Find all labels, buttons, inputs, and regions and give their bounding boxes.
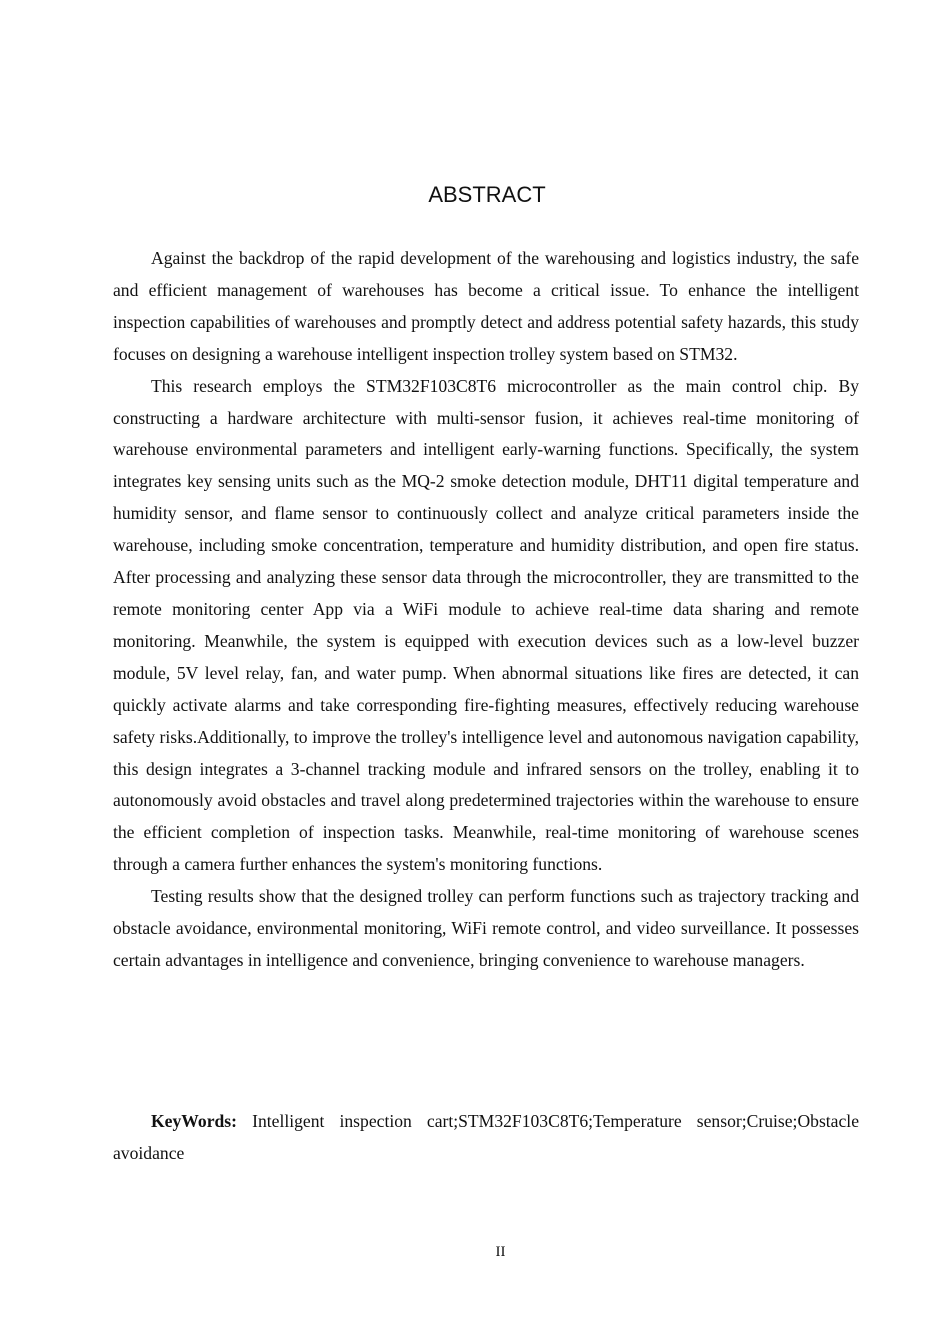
page-number: II xyxy=(495,1244,506,1260)
abstract-body xyxy=(113,243,859,977)
keywords-label: KeyWords: xyxy=(151,1111,238,1131)
abstract-paragraph-3: Testing results show that the designed trolley can perform functions such as trajectory tracking and obstacle avoidance, environmental monitoring, WiFi remote control, and video surveillance. It possesses certain advantages in intelligence and convenience, bringing convenience to warehouse managers. xyxy=(113,886,859,970)
keywords-spacer xyxy=(237,1111,252,1131)
keywords-line xyxy=(113,1105,859,1169)
abstract-title: ABSTRACT xyxy=(428,182,546,207)
keywords-text: Intelligent inspection cart;STM32F103C8T6;Temperature sensor;Cruise;Obstacle avoidance xyxy=(113,1111,859,1163)
abstract-paragraph-1: Against the backdrop of the rapid development of the warehousing and logistics industry, the safe and efficient management of warehouses has become a critical issue. To enhance the intelligent inspection capabilities of warehouses and promptly detect and address potential safety hazards, this study focuses on designing a warehouse intelligent inspection trolley system based on STM32. xyxy=(113,248,859,364)
abstract-paragraph-2: This research employs the STM32F103C8T6 microcontroller as the main control chip. By constructing a hardware architecture with multi-sensor fusion, it achieves real-time monitoring of warehouse environmental parameters and intelligent early-warning functions. Specifically, the system integrates key sensing units such as the MQ-2 smoke detection module, DHT11 digital temperature and humidity sensor, and flame sensor to continuously collect and analyze critical parameters inside the warehouse, including smoke concentration, temperature and humidity distribution, and open fire status. After processing and analyzing these sensor data through the microcontroller, they are transmitted to the remote monitoring center App via a WiFi module to achieve real-time data sharing and remote monitoring. Meanwhile, the system is equipped with execution devices such as a low-level buzzer module, 5V level relay, fan, and water pump. When abnormal situations like fires are detected, it can quickly activate alarms and take corresponding fire-fighting measures, effectively reducing warehouse safety risks.Additionally, to improve the trolley's intelligence level and autonomous navigation capability, this design integrates a 3-channel tracking module and infrared sensors on the trolley, enabling it to autonomously avoid obstacles and travel along predetermined trajectories within the warehouse to ensure the efficient completion of inspection tasks. Meanwhile, real-time monitoring of warehouse scenes through a camera further enhances the system's monitoring functions. xyxy=(113,375,859,875)
